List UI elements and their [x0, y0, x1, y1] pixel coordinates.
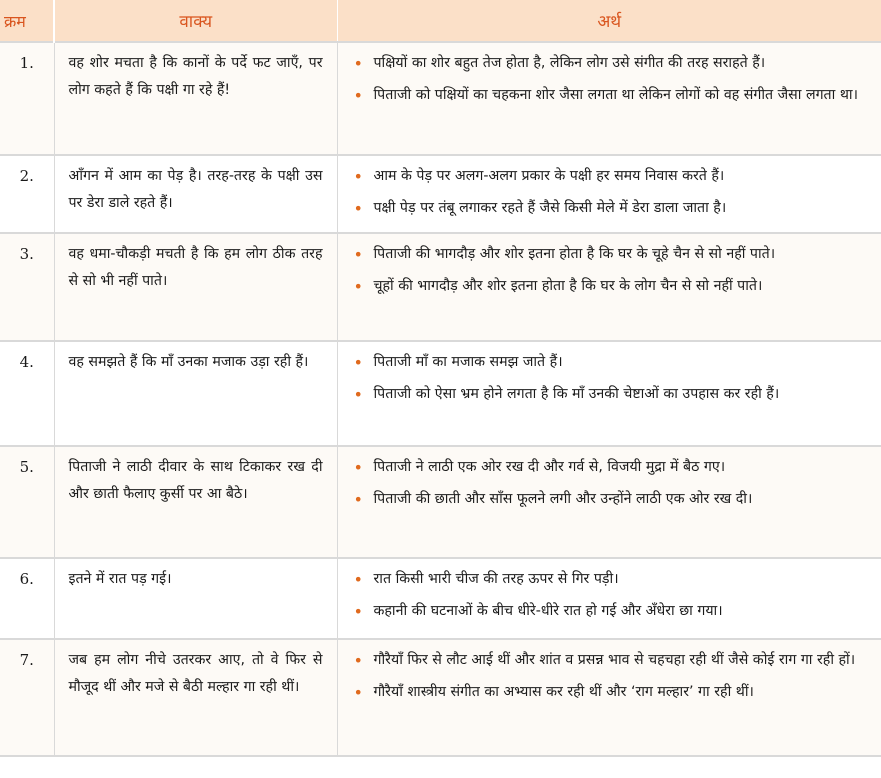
row-sentence: वह समझते हैं कि माँ उनका मजाक उड़ा रही हैं।	[54, 341, 337, 446]
meaning-item: • गौरैयाँ शास्त्रीय संगीत का अभ्यास कर रही थीं और ‘राग मल्हार’ गा रही थीं।	[348, 679, 878, 706]
row-sentence: वह शोर मचता है कि कानों के पर्दे फट जाएँ, पर लोग कहते हैं कि पक्षी गा रहे हैं!	[54, 42, 337, 155]
table-header	[0, 0, 881, 42]
meaning-item: • पिताजी ने लाठी एक ओर रख दी और गर्व से, विजयी मुद्रा में बैठ गए।	[348, 454, 878, 481]
header-sentence: वाक्य	[54, 0, 337, 42]
meaning-item: • पक्षी पेड़ पर तंबू लगाकर रहते हैं जैसे किसी मेले में डेरा डाला जाता है।	[348, 195, 878, 222]
meaning-item: • रात किसी भारी चीज की तरह ऊपर से गिर पड़ी।	[348, 566, 878, 593]
table-row	[0, 558, 881, 639]
table-row	[0, 42, 881, 155]
meaning-item: • पिताजी को ऐसा भ्रम होने लगता है कि माँ उनकी चेष्टाओं का उपहास कर रही हैं।	[348, 381, 878, 408]
table-row	[0, 155, 881, 233]
meaning-item: • पिताजी की भागदौड़ और शोर इतना होता है कि घर के चूहे चैन से सो नहीं पाते।	[348, 241, 878, 268]
meaning-item: • पिताजी की छाती और साँस फूलने लगी और उन्होंने लाठी एक ओर रख दी।	[348, 486, 878, 513]
row-sentence: पिताजी ने लाठी दीवार के साथ टिकाकर रख दी और छाती फैलाए कुर्सी पर आ बैठे।	[54, 446, 337, 558]
table-body	[0, 42, 881, 756]
row-sentence: आँगन में आम का पेड़ है। तरह-तरह के पक्षी उस पर डेरा डाले रहते हैं।	[54, 155, 337, 233]
meaning-item: • आम के पेड़ पर अलग-अलग प्रकार के पक्षी हर समय निवास करते हैं।	[348, 163, 878, 190]
row-meanings	[337, 233, 881, 341]
table-row	[0, 446, 881, 558]
row-meanings	[337, 155, 881, 233]
meaning-item: • कहानी की घटनाओं के बीच धीरे-धीरे रात हो गई और अँधेरा छा गया।	[348, 598, 878, 625]
table-row	[0, 341, 881, 446]
row-sentence: जब हम लोग नीचे उतरकर आए, तो वे फिर से मौजूद थीं और मजे से बैठी मल्हार गा रही थीं।	[54, 639, 337, 756]
row-number: 3.	[0, 233, 54, 341]
row-number: 2.	[0, 155, 54, 233]
row-number: 1.	[0, 42, 54, 155]
row-meanings	[337, 558, 881, 639]
meaning-item: • पक्षियों का शोर बहुत तेज होता है, लेकिन लोग उसे संगीत की तरह सराहते हैं।	[348, 50, 878, 77]
row-number: 6.	[0, 558, 54, 639]
row-meanings	[337, 446, 881, 558]
row-number: 4.	[0, 341, 54, 446]
meaning-item: • पिताजी माँ का मजाक समझ जाते हैं।	[348, 349, 878, 376]
row-sentence: इतने में रात पड़ गई।	[54, 558, 337, 639]
row-number: 7.	[0, 639, 54, 756]
table-row	[0, 639, 881, 756]
row-meanings	[337, 42, 881, 155]
row-meanings	[337, 341, 881, 446]
table-row	[0, 233, 881, 341]
header-serial: क्रम	[4, 11, 26, 31]
row-sentence: वह धमा-चौकड़ी मचती है कि हम लोग ठीक तरह से सो भी नहीं पाते।	[54, 233, 337, 341]
header-meaning: अर्थ	[337, 0, 881, 42]
row-meanings	[337, 639, 881, 756]
meaning-item: • पिताजी को पक्षियों का चहकना शोर जैसा लगता था लेकिन लोगों को वह संगीत जैसा लगता था।	[348, 82, 878, 109]
meaning-item: • गौरैयाँ फिर से लौट आई थीं और शांत व प्रसन्न भाव से चहचहा रही थीं जैसे कोई राग गा रही हों।	[348, 647, 878, 674]
row-number: 5.	[0, 446, 54, 558]
meaning-item: • चूहों की भागदौड़ और शोर इतना होता है कि घर के लोग चैन से सो नहीं पाते।	[348, 273, 878, 300]
